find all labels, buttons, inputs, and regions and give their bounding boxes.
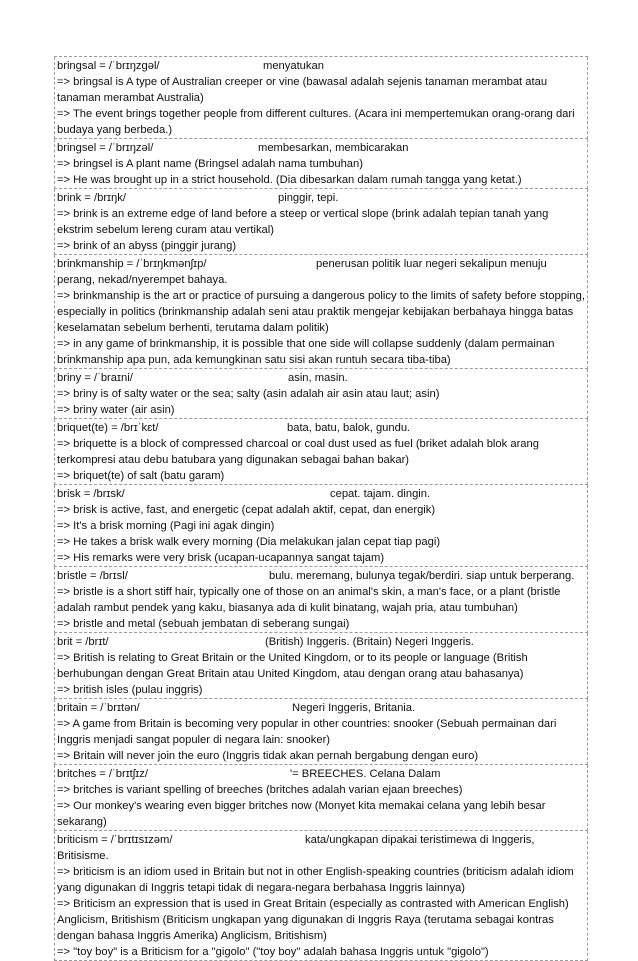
dictionary-entry <box>54 765 588 831</box>
dictionary-entry <box>54 567 588 633</box>
example-line: => bristle and metal (sebuah jembatan di seberang sungai) <box>57 618 350 630</box>
entry-heading <box>57 140 585 156</box>
headword: brink = /brɪŋk/ <box>57 192 126 204</box>
entry-heading <box>57 832 585 864</box>
translation: pinggir, tepi. <box>278 192 339 204</box>
example-line: => briny is of salty water or the sea; salty (asin adalah air asin atau laut; asin) <box>57 388 440 400</box>
translation: '= BREECHES. Celana Dalam <box>290 768 441 780</box>
example-line: => brink is an extreme edge of land before a steep or vertical slope (brink adalah tepian tanah yang ekstrim sebelum lereng curam atau vertikal) <box>57 208 549 236</box>
example-line: => His remarks were very brisk (ucapan-ucapannya sangat tajam) <box>57 552 385 564</box>
headword: briquet(te) = /brɪˈkɛt/ <box>57 422 159 434</box>
entry-heading <box>57 486 585 502</box>
translation: bulu. meremang, bulunya tegak/berdiri. siap untuk berperang. <box>269 570 575 582</box>
example-line: => briquette is a block of compressed charcoal or coal dust used as fuel (briket adalah blok arang terkompresi atau debu batubara yang digunakan sebagai bahan bakar) <box>57 438 539 466</box>
entry-heading <box>57 190 585 206</box>
example-line: => bringsel is A plant name (Bringsel adalah nama tumbuhan) <box>57 158 363 170</box>
example-line: => brink of an abyss (pinggir jurang) <box>57 240 237 252</box>
example-line: => bristle is a short stiff hair, typically one of those on an animal's skin, a man's face, or a plant (bristle adalah rambut pendek yang kaku, biasanya ada di kulit binatang, wajah pria, atau tumbuhan) <box>57 586 561 614</box>
headword: briticism = /ˈbrɪtɪsɪzəm/ <box>57 834 173 846</box>
dictionary-page <box>54 56 588 961</box>
dictionary-entry <box>54 369 588 419</box>
entry-heading <box>57 766 585 782</box>
entry-heading <box>57 58 585 74</box>
dictionary-entry <box>54 255 588 369</box>
headword: britain = /ˈbrɪtən/ <box>57 702 140 714</box>
example-line: => britches is variant spelling of breeches (britches adalah varian ejaan breeches) <box>57 784 463 796</box>
headword: bringsel = /ˈbrɪŋzəl/ <box>57 142 154 154</box>
translation: membesarkan, membicarakan <box>258 142 409 154</box>
dictionary-entry <box>54 139 588 189</box>
dictionary-entry <box>54 831 588 961</box>
example-line: => It's a brisk morning (Pagi ini agak dingin) <box>57 520 275 532</box>
entry-heading <box>57 700 585 716</box>
example-line: => Briticism an expression that is used in Great Britain (especially as contrasted with American English) Anglicism, Britishism (Briticism ungkapan yang digunakan di Inggris Raya (terutama sebagai kontras dengan bahasa Inggris Amerika) Anglicism, Britishism) <box>57 898 569 942</box>
dictionary-entry <box>54 189 588 255</box>
headword: bristle = /brɪsl/ <box>57 570 128 582</box>
headword: brinkmanship = /ˈbrɪŋkmənʃɪp/ <box>57 258 207 270</box>
entry-heading <box>57 568 585 584</box>
dictionary-entry <box>54 419 588 485</box>
dictionary-entry <box>54 699 588 765</box>
example-line: => briquet(te) of salt (batu garam) <box>57 470 225 482</box>
example-line: => brisk is active, fast, and energetic (cepat adalah aktif, cepat, dan energik) <box>57 504 436 516</box>
headword: britches = /ˈbrɪtʃɪz/ <box>57 768 148 780</box>
entry-heading <box>57 634 585 650</box>
translation: menyatukan <box>263 60 324 72</box>
headword: brit = /brɪt/ <box>57 636 109 648</box>
example-line: => briticism is an idiom used in Britain but not in other English-speaking countries (briticism adalah idiom yang digunakan di Inggris tetapi tidak di negara-negara berbahasa Inggris lainnya) <box>57 866 574 894</box>
entry-heading <box>57 256 585 288</box>
dictionary-entry <box>54 485 588 567</box>
headword: bringsal = /ˈbrɪŋzɡəl/ <box>57 60 160 72</box>
example-line: => british isles (pulau inggris) <box>57 684 203 696</box>
translation: (British) Inggeris. (Britain) Negeri Inggeris. <box>265 636 474 648</box>
translation: asin, masin. <box>288 372 348 384</box>
example-line: => in any game of brinkmanship, it is possible that one side will collapse suddenly (dalam permainan brinkmanship apa pun, ada kemungkinan satu sisi akan runtuh secara tiba-tiba) <box>57 338 555 366</box>
translation: kata/ungkapan dipakai teristimewa di Inggeris, Britisisme. <box>57 834 535 862</box>
translation: Negeri Inggeris, Britania. <box>292 702 416 714</box>
example-line: => He takes a brisk walk every morning (Dia melakukan jalan cepat tiap pagi) <box>57 536 441 548</box>
example-line: => A game from Britain is becoming very popular in other countries: snooker (Sebuah permainan dari Inggris menjadi sangat populer di negara lain: snooker) <box>57 718 557 746</box>
example-line: => brinkmanship is the art or practice of pursuing a dangerous policy to the limits of safety before stopping, especially in politics (brinkmanship adalah seni atau praktik mengejar kebijakan berbahaya hingga batas keselamatan sebelum berhenti, terutama dalam politik) <box>57 290 585 334</box>
example-line: => Our monkey's wearing even bigger britches now (Monyet kita memakai celana yang lebih besar sekarang) <box>57 800 546 828</box>
example-line: => The event brings together people from different cultures. (Acara ini mempertemukan orang-orang dari budaya yang berbeda.) <box>57 108 575 136</box>
example-line: => He was brought up in a strict household. (Dia dibesarkan dalam rumah tangga yang ketat.) <box>57 174 522 186</box>
dictionary-entry <box>54 57 588 139</box>
headword: briny = /ˈbraɪni/ <box>57 372 133 384</box>
example-line: => "toy boy" is a Briticism for a "gigolo" ("toy boy" adalah bahasa Inggris untuk "gigolo") <box>57 946 489 958</box>
example-line: => Britain will never join the euro (Inggris tidak akan pernah bergabung dengan euro) <box>57 750 479 762</box>
entry-heading <box>57 420 585 436</box>
dictionary-entry <box>54 633 588 699</box>
example-line: => British is relating to Great Britain or the United Kingdom, or to its people or language (British berhubungan dengan Great Britain atau United Kingdom, atau dengan orang atau bahasanya) <box>57 652 528 680</box>
translation: cepat. tajam. dingin. <box>330 488 431 500</box>
translation: bata, batu, balok, gundu. <box>287 422 411 434</box>
example-line: => bringsal is A type of Australian creeper or vine (bawasal adalah sejenis tanaman merambat atau tanaman merambat Australia) <box>57 76 548 104</box>
translation: penerusan politik luar negeri sekalipun menuju perang, nekad/nyerempet bahaya. <box>57 258 547 286</box>
entry-heading <box>57 370 585 386</box>
headword: brisk = /brɪsk/ <box>57 488 125 500</box>
example-line: => briny water (air asin) <box>57 404 175 416</box>
